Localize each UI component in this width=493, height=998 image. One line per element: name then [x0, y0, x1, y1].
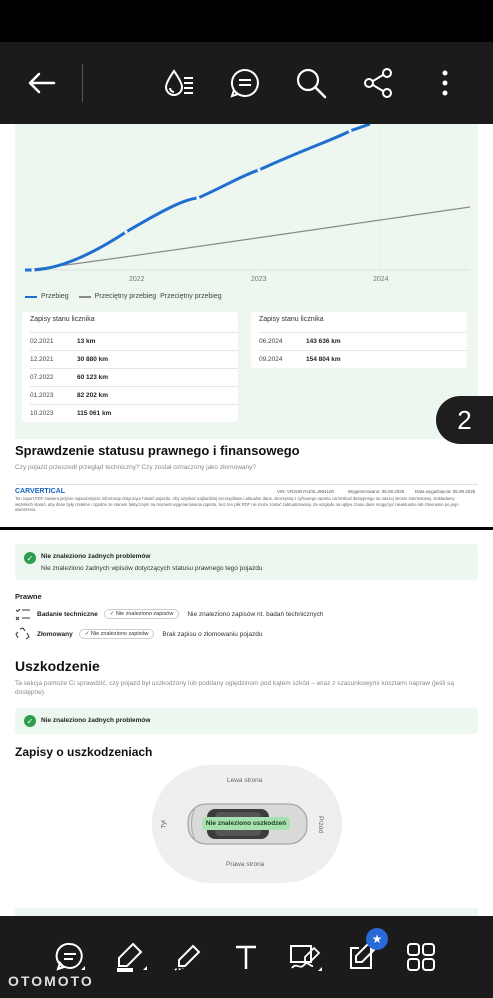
odometer-log-left	[22, 312, 238, 422]
signature-icon[interactable]	[288, 940, 322, 974]
status-chip: ✓ Nie znaleziono zapisów	[104, 609, 180, 619]
check-circle-icon: ✓	[24, 715, 36, 727]
pdf-page-2[interactable]	[0, 530, 493, 916]
data-point	[31, 268, 34, 271]
chart-legend	[25, 293, 222, 300]
odometer-log-right	[251, 312, 467, 368]
bottom-toolbar	[0, 916, 493, 998]
series-average-line	[25, 207, 470, 270]
x-tick-label: 2023	[251, 276, 267, 283]
legal-status-ok-box	[15, 544, 478, 580]
car-right-side-label: Prawa strona	[226, 861, 265, 868]
damage-section-description: Ta sekcja pomoże Ci sprawdzić, czy pojazd był uszkodzony lub poddany oględzinom pod kątem szkód – wraz z szacunkowymi kosztami napraw (jeśli są dostępne).	[15, 680, 454, 696]
otomoto-watermark: OTOMOTO	[8, 973, 94, 989]
share-icon[interactable]	[361, 66, 395, 100]
footer-disclaimer: Ten raport PDF zawiera jedynie najważniejsze informacje dotyczące historii pojazdu. Aby uzyskać najbardziej szczegółowe i aktualne dane, skorzystaj z cyfrowego raportu carVertical dostępnego na naszej stronie internetowej. Dokładamy wszelkich starań, aby dane były rzetelne i zgodne ze stanem faktycznym na moment wygenerowania raportu, lecz ten plik PDF nie może zostać zaktualizowany. Ze względu na upływ czasu dane mogą być nieaktualne lub zmienione po jego utworzeniu.	[15, 496, 459, 512]
comment-icon[interactable]	[228, 66, 262, 100]
car-left-side-label: Lewa strona	[227, 777, 263, 784]
log-row: 02.2021 13 km	[30, 332, 238, 350]
footer-expires: Data wygaśnięcia: 05.09.2025	[415, 489, 476, 494]
footer-generated: Wygenerowano: 06.08.2025	[348, 489, 405, 494]
row-text: Brak zapisu o złomowaniu pojazdu	[162, 630, 263, 638]
data-point	[257, 168, 260, 171]
mileage-chart	[15, 124, 478, 299]
log-row: 06.2024 143 636 km	[259, 332, 467, 350]
data-point	[124, 230, 127, 233]
technical-inspection-row	[15, 606, 324, 622]
ok-description: Nie znaleziono żadnych wpisów dotyczących statusu prawnego tego pojazdu	[41, 565, 263, 572]
log-row: 07.2022 60 123 km	[30, 368, 238, 386]
legend-label-average: Przeciętny przebieg	[94, 293, 157, 300]
ok-title: Nie znaleziono żadnych problemów	[41, 717, 151, 724]
brand-logo: CARVERTICAL	[15, 488, 66, 495]
recycle-icon	[15, 627, 31, 641]
scrapped-row	[15, 626, 262, 642]
section-subtitle-legal: Czy pojazd przeszedł przegląd techniczny? Czy został oznaczony jako złomowany?	[15, 464, 256, 471]
log-row: 09.2024 154 804 km	[259, 350, 467, 368]
comment-add-icon[interactable]	[53, 940, 87, 974]
search-icon[interactable]	[294, 66, 328, 100]
legend-label-mileage: Przebieg	[41, 293, 69, 300]
x-tick-label: 2024	[373, 276, 389, 283]
log-row: 10.2023 115 061 km	[30, 404, 238, 422]
text-tool-icon[interactable]	[229, 940, 263, 974]
car-front-label: Przód	[316, 816, 324, 833]
car-rear-label: Tył	[160, 820, 168, 829]
star-icon: ★	[366, 928, 388, 950]
footer-vin: VIN: VR3UDYHZSLJ964100	[277, 489, 335, 494]
status-chip: ✓ Nie znaleziono zapisów	[79, 629, 155, 639]
no-damage-badge: Nie znaleziono uszkodzeń	[202, 817, 290, 830]
check-circle-icon: ✓	[24, 552, 36, 564]
damage-records-title: Zapisy o uszkodzeniach	[15, 745, 153, 759]
damage-status-ok-box	[15, 708, 478, 734]
damage-section-title: Uszkodzenie	[15, 658, 100, 674]
data-point	[348, 129, 351, 132]
row-label: Badanie techniczne	[37, 610, 98, 618]
data-point	[196, 196, 199, 199]
section-title-legal: Sprawdzenie statusu prawnego i finansowego	[15, 443, 300, 458]
grid-apps-icon[interactable]	[404, 940, 438, 974]
freehand-pen-icon[interactable]	[171, 940, 205, 974]
back-arrow-icon[interactable]	[24, 66, 58, 100]
more-vertical-icon[interactable]	[428, 66, 462, 100]
checklist-icon	[15, 607, 31, 621]
row-text: Nie znaleziono zapisów nt. badań technicznych	[187, 610, 324, 618]
log-row: 12.2021 30 880 km	[30, 350, 238, 368]
next-section-card	[15, 908, 478, 916]
page-number-badge[interactable]: 2	[436, 396, 493, 444]
log-title: Zapisy stanu licznika	[30, 316, 95, 323]
toolbar-divider	[82, 64, 83, 102]
text-to-speech-icon[interactable]	[162, 66, 196, 100]
row-label: Złomowany	[37, 630, 73, 638]
pdf-footer	[15, 484, 478, 514]
x-tick-label: 2022	[129, 276, 145, 283]
car-damage-diagram	[152, 765, 342, 883]
ok-title: Nie znaleziono żadnych problemów	[41, 553, 151, 560]
legend-label-extra: Przeciętny przebieg	[160, 293, 222, 300]
mileage-chart-panel	[15, 124, 478, 439]
legend-swatch-average	[79, 296, 91, 298]
pdf-page-1[interactable]	[0, 124, 493, 527]
legend-swatch-mileage	[25, 296, 37, 298]
log-title: Zapisy stanu licznika	[259, 316, 324, 323]
legal-subheading: Prawne	[15, 592, 42, 601]
log-row: 01.2023 82 202 km	[30, 386, 238, 404]
top-toolbar	[0, 42, 493, 124]
highlighter-icon[interactable]	[113, 940, 147, 974]
